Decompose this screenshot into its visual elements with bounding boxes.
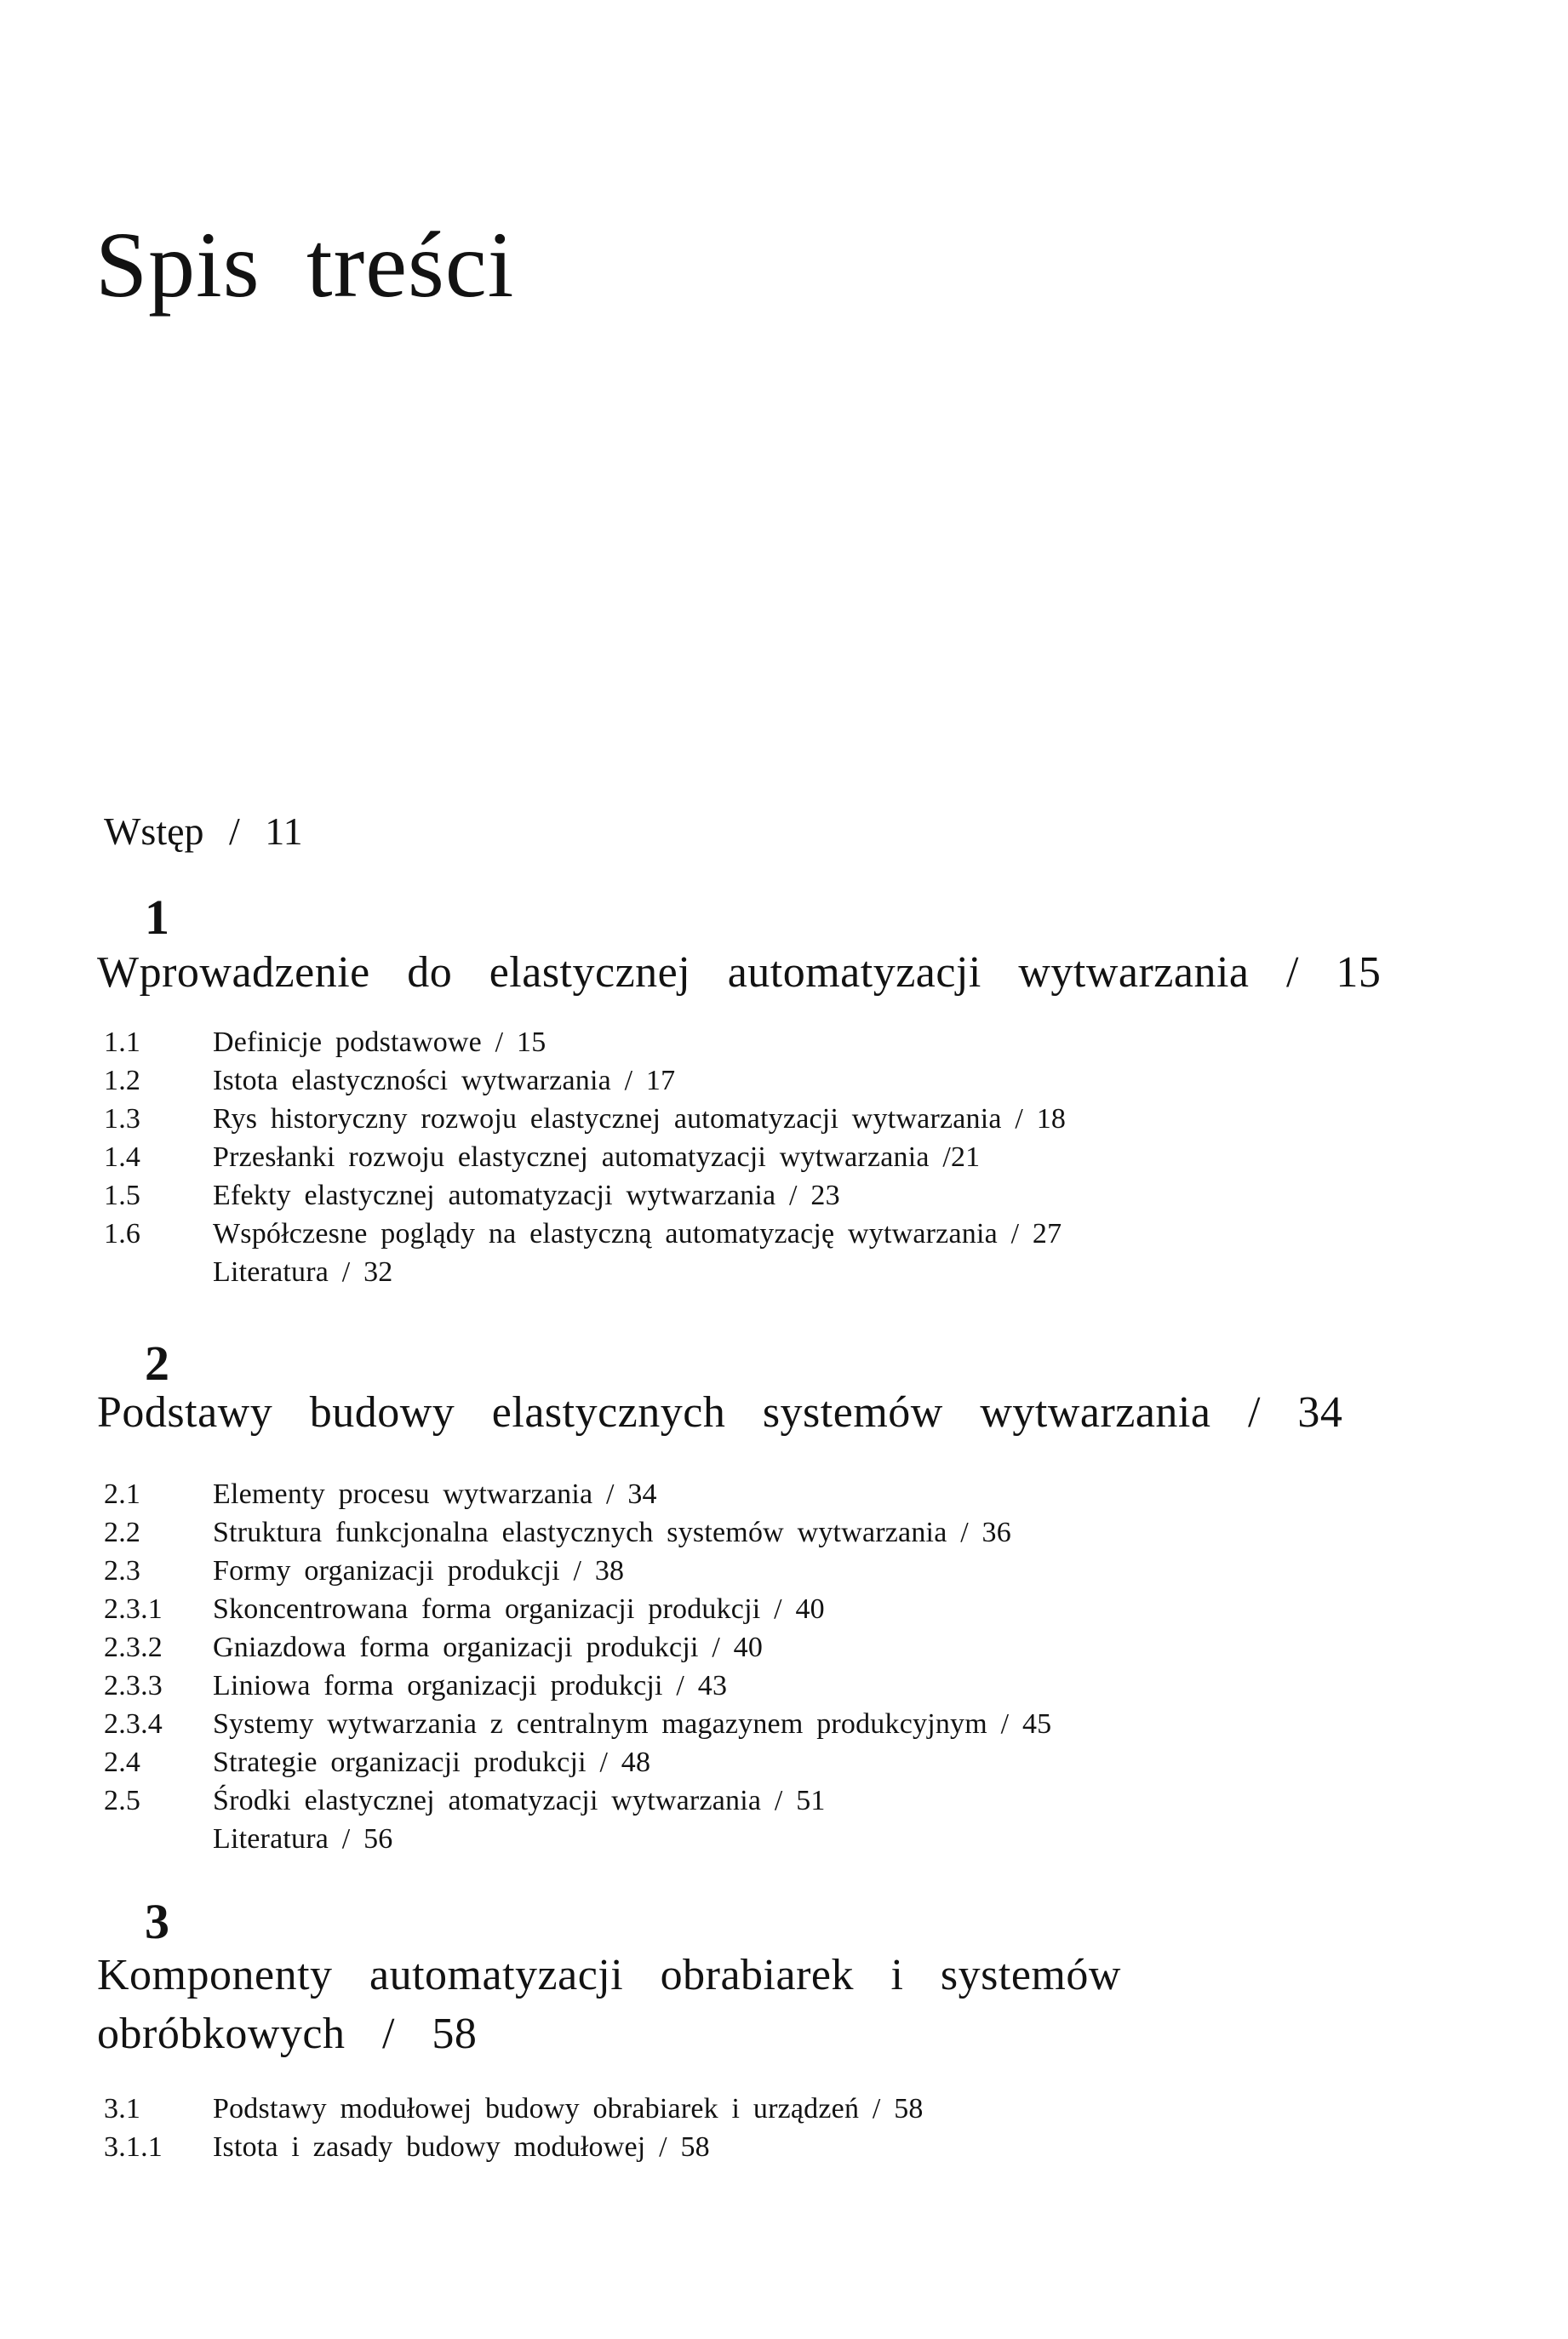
toc-entry-number: 2.2: [104, 1517, 141, 1548]
toc-entry: [0, 1176, 1568, 1215]
toc-entry-number: 2.4: [104, 1747, 141, 1778]
preface-entry: Wstęp / 11: [104, 809, 303, 853]
toc-entry-text: Współczesne poglądy na elastyczną automatyzację wytwarzania / 27: [213, 1218, 1062, 1250]
toc-entry: [0, 1215, 1568, 1253]
toc-entry-text: Istota elastyczności wytwarzania / 17: [213, 1065, 676, 1096]
page-title: Spis treści: [95, 213, 515, 317]
toc-entry: [0, 1513, 1568, 1552]
toc-entry-number: 1.5: [104, 1180, 141, 1211]
toc-entry-text: Istota i zasady budowy modułowej / 58: [213, 2131, 710, 2163]
toc-entry: [0, 1552, 1568, 1590]
chapter-2-title: Podstawy budowy elastycznych systemów wytwarzania / 34: [97, 1388, 1343, 1437]
toc-entry-number: 1.2: [104, 1065, 141, 1096]
toc-entry-text: Środki elastycznej atomatyzacji wytwarzania / 51: [213, 1785, 826, 1816]
toc-entry: [0, 1743, 1568, 1781]
toc-entry-text: Literatura / 56: [213, 1823, 393, 1855]
toc-entry-number: 1.6: [104, 1218, 141, 1250]
chapter-1-number: 1: [145, 889, 169, 945]
toc-entry: [0, 2128, 1568, 2166]
toc-entry-text: Rys historyczny rozwoju elastycznej automatyzacji wytwarzania / 18: [213, 1103, 1067, 1135]
toc-entry: [0, 1138, 1568, 1176]
toc-entry-number: 2.3.3: [104, 1670, 163, 1701]
toc-entry-text: Literatura / 32: [213, 1256, 393, 1288]
toc-entry-text: Podstawy modułowej budowy obrabiarek i urządzeń / 58: [213, 2093, 924, 2125]
toc-entry-number: 1.3: [104, 1103, 141, 1135]
chapter-2-entries: [0, 1475, 1568, 1858]
toc-entry: [0, 1100, 1568, 1138]
toc-entry: [0, 1590, 1568, 1628]
toc-entry: [0, 1253, 1568, 1291]
toc-entry-number: 2.3.1: [104, 1593, 163, 1625]
toc-entry-text: Formy organizacji produkcji / 38: [213, 1555, 625, 1587]
toc-entry-number: 3.1.1: [104, 2131, 163, 2163]
toc-entry-text: Elementy procesu wytwarzania / 34: [213, 1478, 657, 1510]
toc-entry-text: Liniowa forma organizacji produkcji / 43: [213, 1670, 728, 1701]
chapter-3-title-line-1: Komponenty automatyzacji obrabiarek i systemów: [97, 1951, 1121, 1999]
chapter-3-number: 3: [145, 1894, 169, 1949]
toc-entry-text: Systemy wytwarzania z centralnym magazynem produkcyjnym / 45: [213, 1708, 1052, 1740]
chapter-1-title: Wprowadzenie do elastycznej automatyzacji wytwarzania / 15: [97, 948, 1382, 997]
toc-entry-text: Przesłanki rozwoju elastycznej automatyzacji wytwarzania /21: [213, 1141, 981, 1173]
toc-entry: [0, 1628, 1568, 1667]
toc-entry: [0, 1023, 1568, 1061]
toc-entry-number: 3.1: [104, 2093, 141, 2125]
chapter-2-number: 2: [145, 1335, 169, 1391]
toc-entry: [0, 2090, 1568, 2128]
toc-entry-number: 2.1: [104, 1478, 141, 1510]
toc-entry-text: Efekty elastycznej automatyzacji wytwarzania / 23: [213, 1180, 840, 1211]
chapter-3-entries: [0, 2090, 1568, 2166]
toc-entry-text: Struktura funkcjonalna elastycznych systemów wytwarzania / 36: [213, 1517, 1011, 1548]
chapter-3-title-line-2: obróbkowych / 58: [97, 2010, 478, 2058]
toc-entry-text: Skoncentrowana forma organizacji produkcji / 40: [213, 1593, 825, 1625]
toc-entry: [0, 1667, 1568, 1705]
toc-entry-text: Strategie organizacji produkcji / 48: [213, 1747, 651, 1778]
toc-entry-number: 2.3.4: [104, 1708, 163, 1740]
toc-entry: [0, 1820, 1568, 1858]
toc-entry: [0, 1475, 1568, 1513]
toc-entry-number: 2.3.2: [104, 1632, 163, 1663]
toc-entry-text: Definicje podstawowe / 15: [213, 1027, 547, 1058]
toc-entry-number: 2.3: [104, 1555, 141, 1587]
toc-entry-number: 1.4: [104, 1141, 141, 1173]
toc-entry: [0, 1061, 1568, 1100]
toc-entry-number: 2.5: [104, 1785, 141, 1816]
toc-entry-text: Gniazdowa forma organizacji produkcji / 40: [213, 1632, 764, 1663]
toc-entry: [0, 1781, 1568, 1820]
chapter-1-entries: [0, 1023, 1568, 1291]
toc-entry-number: 1.1: [104, 1027, 141, 1058]
toc-entry: [0, 1705, 1568, 1743]
